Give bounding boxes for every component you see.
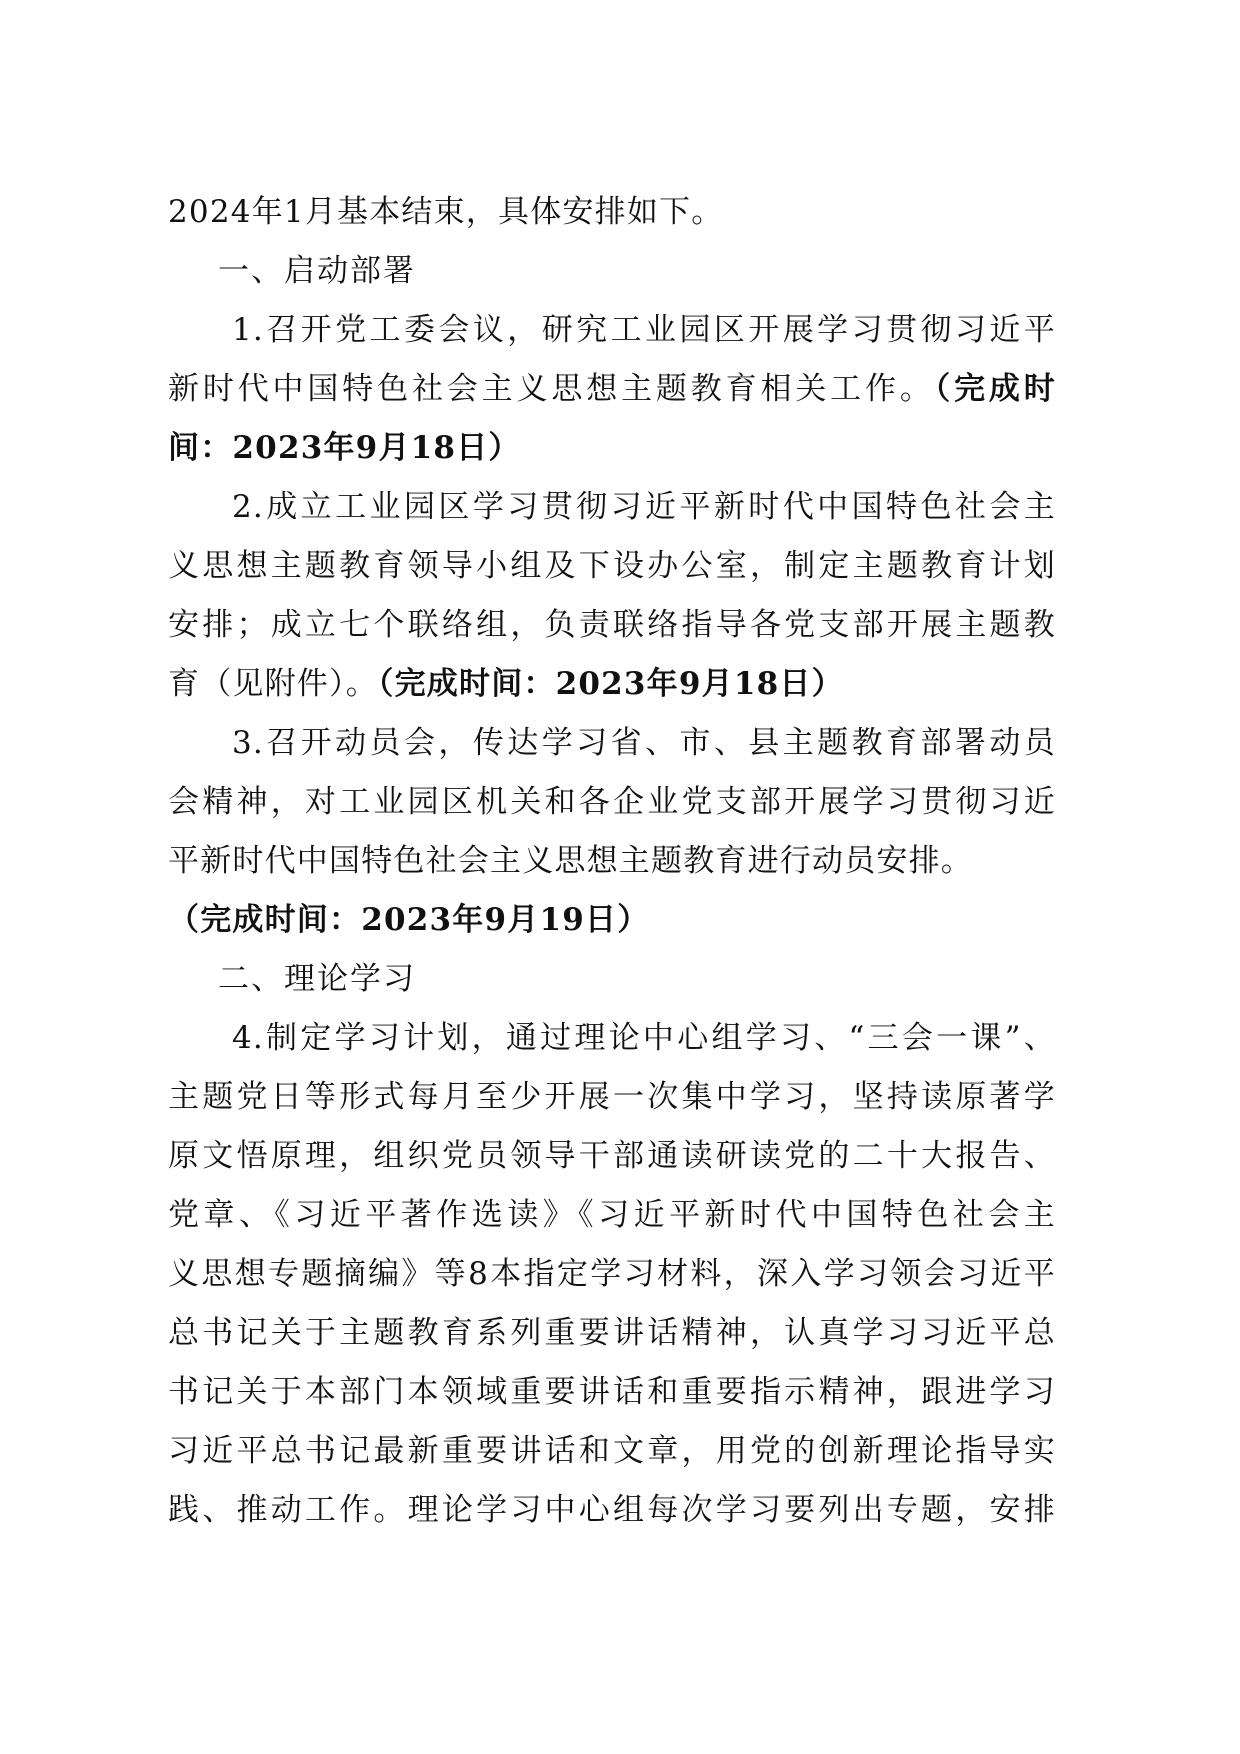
line-text: 总书记关于主题教育系列重要讲话精神，认真学习习近平总 <box>168 1315 1056 1351</box>
paragraph-line <box>168 773 1056 832</box>
line-text: 书记关于本部门本领域重要讲话和重要指示精神，跟进学习 <box>168 1374 1056 1410</box>
line-text: 1.召开党工委会议，研究工业园区开展学习贯彻习近平 <box>232 312 1056 348</box>
line-text: 安排；成立七个联络组，负责联络指导各党支部开展主题教 <box>168 607 1056 643</box>
deadline-text: （完成时间：2023年9月19日） <box>168 902 650 938</box>
paragraph-line <box>168 1363 1056 1422</box>
section-heading-theory-study <box>168 950 1056 1009</box>
paragraph-line <box>168 1068 1056 1127</box>
heading-text: 二、理论学习 <box>218 961 416 997</box>
paragraph-line <box>168 1422 1056 1481</box>
deadline-text: （完成时间：2023年9月18日） <box>377 666 844 702</box>
paragraph-line <box>168 537 1056 596</box>
line-text: 2024年1月基本结束，具体安排如下。 <box>168 194 724 230</box>
line-text: 3.召开动员会，传达学习省、市、县主题教育部署动员 <box>232 725 1056 761</box>
paragraph-line <box>168 891 1056 950</box>
paragraph-line <box>168 655 1056 714</box>
paragraph-line <box>168 832 1056 891</box>
line-text: 原文悟原理，组织党员领导干部通读研读党的二十大报告、 <box>168 1138 1056 1174</box>
paragraph-line <box>168 478 1056 537</box>
line-text: 主题党日等形式每月至少开展一次集中学习，坚持读原著学 <box>168 1079 1056 1115</box>
line-text: 习近平总书记最新重要讲话和文章，用党的创新理论指导实 <box>168 1433 1056 1469</box>
deadline-text: 间：2023年9月18日） <box>168 430 521 466</box>
paragraph-line <box>168 301 1056 360</box>
line-text: 践、推动工作。理论学习中心组每次学习要列出专题，安排 <box>168 1492 1056 1528</box>
line-text: 义思想专题摘编》等8本指定学习材料，深入学习领会习近平 <box>168 1256 1056 1292</box>
deadline-text: （完成时 <box>934 371 1056 407</box>
paragraph-line <box>168 714 1056 773</box>
line-text: 2.成立工业园区学习贯彻习近平新时代中国特色社会主 <box>232 489 1056 525</box>
paragraph-line <box>168 1186 1056 1245</box>
paragraph-line <box>168 360 1056 419</box>
paragraph-line <box>168 1481 1056 1540</box>
line-text: 育（见附件）。 <box>168 666 378 702</box>
paragraph-line <box>168 183 1056 242</box>
line-text: 党章、《习近平著作选读》《习近平新时代中国特色社会主 <box>168 1197 1056 1233</box>
paragraph-line <box>168 1245 1056 1304</box>
heading-text: 一、启动部署 <box>218 253 416 289</box>
paragraph-line <box>168 1009 1056 1068</box>
section-heading-launch <box>168 242 1056 301</box>
paragraph-line <box>168 419 1056 478</box>
paragraph-line <box>168 596 1056 655</box>
line-text: 平新时代中国特色社会主义思想主题教育进行动员安排。 <box>168 843 973 879</box>
paragraph-line <box>168 1304 1056 1363</box>
line-text: 义思想主题教育领导小组及下设办公室，制定主题教育计划 <box>168 548 1056 584</box>
paragraph-line <box>168 1127 1056 1186</box>
line-text: 新时代中国特色社会主义思想主题教育相关工作。 <box>168 371 935 407</box>
document-body <box>168 183 1056 1540</box>
line-text: 会精神，对工业园区机关和各企业党支部开展学习贯彻习近 <box>168 784 1056 820</box>
line-text: 4.制定学习计划，通过理论中心组学习、“三会一课”、 <box>232 1020 1056 1056</box>
